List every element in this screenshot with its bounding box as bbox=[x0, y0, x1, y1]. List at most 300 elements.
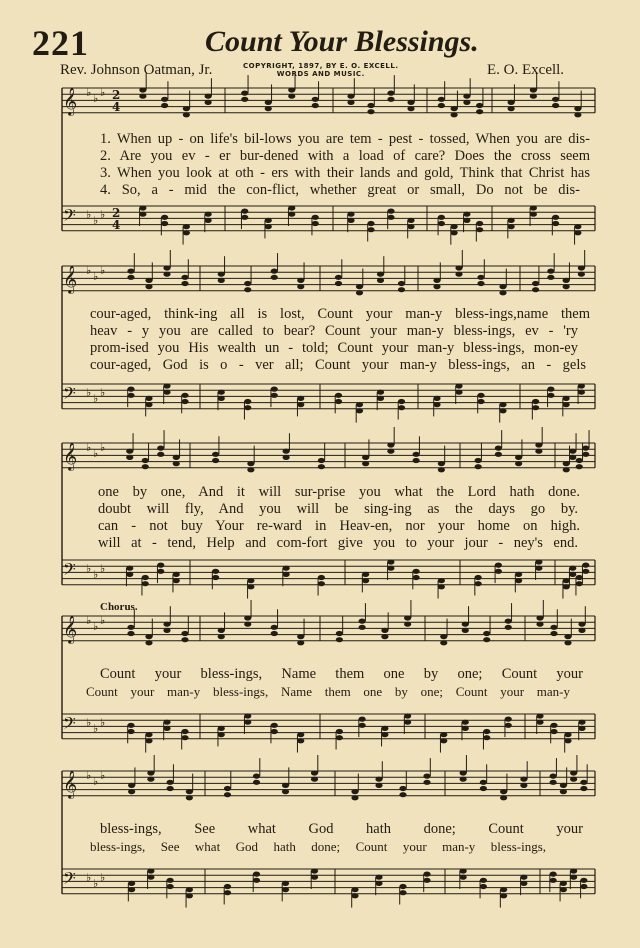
flat-icon: ♭ bbox=[93, 620, 99, 634]
note-head bbox=[218, 272, 225, 277]
note-head bbox=[547, 393, 554, 398]
note-head bbox=[463, 100, 470, 105]
note-head bbox=[356, 284, 363, 289]
note-head bbox=[423, 872, 430, 877]
note-head bbox=[311, 868, 318, 873]
note-head bbox=[181, 393, 188, 398]
time-signature: 4 bbox=[112, 218, 121, 232]
lyric-line: Count your bless-ings, Name them one by one; Count your bbox=[100, 666, 583, 682]
note-head bbox=[535, 449, 542, 454]
note-head bbox=[356, 402, 363, 407]
note-head bbox=[224, 792, 231, 797]
flat-icon: ♭ bbox=[86, 386, 92, 399]
note-head bbox=[515, 578, 522, 583]
note-head bbox=[578, 726, 585, 731]
note-head bbox=[578, 390, 585, 395]
note-head bbox=[550, 631, 557, 636]
note-head bbox=[475, 458, 482, 463]
note-head bbox=[271, 631, 278, 636]
note-head bbox=[520, 783, 527, 788]
note-head bbox=[451, 230, 458, 235]
note-head bbox=[536, 713, 543, 718]
note-head bbox=[161, 97, 168, 102]
note-head bbox=[297, 634, 304, 639]
note-head bbox=[142, 581, 149, 586]
note-head bbox=[564, 738, 571, 743]
note-head bbox=[407, 224, 414, 229]
note-head bbox=[438, 467, 445, 472]
flat-icon: ♭ bbox=[86, 208, 92, 221]
bass-clef-icon: 𝄢 bbox=[63, 559, 76, 583]
note-head bbox=[241, 209, 248, 214]
flat-icon: ♭ bbox=[93, 775, 99, 789]
note-head bbox=[183, 106, 190, 111]
flat-icon: ♭ bbox=[93, 92, 99, 106]
note-head bbox=[381, 628, 388, 633]
time-signature: 2 bbox=[112, 88, 121, 102]
copyright-line: COPYRIGHT, 1897, BY E. O. EXCELL. bbox=[243, 62, 399, 70]
note-head bbox=[381, 732, 388, 737]
note-head bbox=[157, 452, 164, 457]
note-head bbox=[163, 726, 170, 731]
note-head bbox=[377, 278, 384, 283]
note-head bbox=[375, 777, 382, 782]
note-head bbox=[563, 467, 570, 472]
note-head bbox=[550, 729, 557, 734]
note-head bbox=[167, 884, 174, 889]
note-head bbox=[515, 461, 522, 466]
note-head bbox=[413, 575, 420, 580]
note-head bbox=[283, 455, 290, 460]
note-head bbox=[438, 221, 445, 226]
note-head bbox=[147, 770, 154, 775]
note-head bbox=[318, 581, 325, 586]
note-head bbox=[580, 884, 587, 889]
note-head bbox=[347, 100, 354, 105]
note-head bbox=[351, 789, 358, 794]
note-head bbox=[462, 628, 469, 633]
note-head bbox=[186, 789, 193, 794]
note-head bbox=[265, 106, 272, 111]
note-head bbox=[126, 449, 133, 454]
flat-icon: ♭ bbox=[100, 208, 106, 221]
note-head bbox=[244, 405, 251, 410]
note-head bbox=[356, 408, 363, 413]
note-head bbox=[282, 887, 289, 892]
note-head bbox=[181, 735, 188, 740]
author: Rev. Johnson Oatman, Jr. bbox=[60, 62, 213, 78]
note-head bbox=[560, 887, 567, 892]
bass-clef-icon: 𝄢 bbox=[63, 205, 76, 229]
note-head bbox=[218, 726, 225, 731]
note-head bbox=[253, 780, 260, 785]
note-head bbox=[477, 399, 484, 404]
lyric-line: will at - tend, Help and com-fort give you to your jour - ney's end. bbox=[98, 535, 578, 551]
note-head bbox=[244, 281, 251, 286]
note-head bbox=[218, 390, 225, 395]
note-head bbox=[381, 634, 388, 639]
note-head bbox=[244, 713, 251, 718]
note-head bbox=[181, 399, 188, 404]
note-head bbox=[247, 584, 254, 589]
note-head bbox=[283, 566, 290, 571]
lyric-line: cour-aged, God is o - ver all; Count your man-y bless-ings, an - gels bbox=[90, 357, 586, 373]
note-head bbox=[311, 777, 318, 782]
note-head bbox=[460, 770, 467, 775]
note-head bbox=[500, 795, 507, 800]
note-head bbox=[550, 723, 557, 728]
note-head bbox=[359, 619, 366, 624]
note-head bbox=[163, 720, 170, 725]
flat-icon: ♭ bbox=[100, 562, 106, 575]
note-head bbox=[167, 786, 174, 791]
note-head bbox=[480, 878, 487, 883]
flat-icon: ♭ bbox=[86, 562, 92, 575]
note-head bbox=[244, 399, 251, 404]
note-head bbox=[574, 230, 581, 235]
note-head bbox=[145, 284, 152, 289]
note-head bbox=[318, 458, 325, 463]
note-head bbox=[297, 732, 304, 737]
note-head bbox=[271, 393, 278, 398]
note-head bbox=[127, 631, 134, 636]
note-head bbox=[440, 640, 447, 645]
hymn-number: 221 bbox=[32, 23, 89, 63]
note-head bbox=[183, 230, 190, 235]
note-head bbox=[312, 103, 319, 108]
note-head bbox=[241, 97, 248, 102]
note-head bbox=[477, 281, 484, 286]
note-head bbox=[550, 780, 557, 785]
note-head bbox=[335, 393, 342, 398]
note-head bbox=[480, 786, 487, 791]
note-head bbox=[552, 221, 559, 226]
time-signature: 2 bbox=[112, 206, 121, 220]
note-head bbox=[399, 890, 406, 895]
note-head bbox=[367, 227, 374, 232]
note-head bbox=[205, 94, 212, 99]
note-head bbox=[271, 723, 278, 728]
note-head bbox=[563, 402, 570, 407]
note-head bbox=[173, 461, 180, 466]
flat-icon: ♭ bbox=[100, 441, 106, 454]
note-head bbox=[163, 628, 170, 633]
note-head bbox=[367, 221, 374, 226]
note-head bbox=[212, 569, 219, 574]
note-head bbox=[563, 396, 570, 401]
note-head bbox=[483, 729, 490, 734]
note-head bbox=[547, 275, 554, 280]
note-head bbox=[535, 566, 542, 571]
note-head bbox=[318, 464, 325, 469]
note-head bbox=[161, 103, 168, 108]
note-head bbox=[407, 218, 414, 223]
note-head bbox=[495, 569, 502, 574]
note-head bbox=[438, 97, 445, 102]
note-head bbox=[535, 559, 542, 564]
note-head bbox=[508, 218, 515, 223]
note-head bbox=[475, 581, 482, 586]
note-head bbox=[576, 581, 583, 586]
note-head bbox=[282, 881, 289, 886]
lyric-line: prom-ised you His wealth un - told; Count your man-y bless-ings, mon-ey bbox=[90, 340, 578, 356]
lyric-line: doubt will fly, And you will be sing-ing as the days go by. bbox=[98, 501, 578, 517]
note-head bbox=[183, 112, 190, 117]
note-head bbox=[438, 103, 445, 108]
note-head bbox=[128, 887, 135, 892]
note-head bbox=[515, 455, 522, 460]
note-head bbox=[271, 729, 278, 734]
note-head bbox=[505, 723, 512, 728]
note-head bbox=[335, 275, 342, 280]
note-head bbox=[499, 402, 506, 407]
note-head bbox=[183, 224, 190, 229]
note-head bbox=[128, 789, 135, 794]
note-head bbox=[205, 218, 212, 223]
note-head bbox=[127, 723, 134, 728]
note-head bbox=[563, 284, 570, 289]
note-head bbox=[532, 405, 539, 410]
note-head bbox=[351, 893, 358, 898]
treble-clef-icon: 𝄞 bbox=[63, 442, 78, 470]
flat-icon: ♭ bbox=[86, 769, 92, 782]
note-head bbox=[462, 726, 469, 731]
note-head bbox=[563, 584, 570, 589]
note-head bbox=[347, 218, 354, 223]
note-head bbox=[157, 569, 164, 574]
note-head bbox=[399, 884, 406, 889]
note-head bbox=[438, 578, 445, 583]
note-head bbox=[271, 625, 278, 630]
note-head bbox=[404, 713, 411, 718]
note-head bbox=[297, 402, 304, 407]
note-head bbox=[218, 396, 225, 401]
note-head bbox=[560, 789, 567, 794]
bass-clef-icon: 𝄢 bbox=[63, 713, 76, 737]
note-head bbox=[297, 396, 304, 401]
note-head bbox=[381, 726, 388, 731]
note-head bbox=[288, 205, 295, 210]
bass-clef-icon: 𝄢 bbox=[63, 868, 76, 892]
note-head bbox=[247, 461, 254, 466]
note-head bbox=[570, 770, 577, 775]
note-head bbox=[476, 227, 483, 232]
note-head bbox=[440, 634, 447, 639]
flat-icon: ♭ bbox=[93, 568, 99, 582]
note-head bbox=[552, 97, 559, 102]
note-head bbox=[576, 575, 583, 580]
treble-clef-icon: 𝄞 bbox=[63, 265, 78, 293]
note-head bbox=[463, 212, 470, 217]
note-head bbox=[438, 584, 445, 589]
note-head bbox=[173, 455, 180, 460]
note-head bbox=[288, 87, 295, 92]
note-head bbox=[398, 281, 405, 286]
note-head bbox=[536, 720, 543, 725]
note-head bbox=[145, 634, 152, 639]
note-head bbox=[547, 387, 554, 392]
note-head bbox=[462, 622, 469, 627]
note-head bbox=[438, 461, 445, 466]
lyric-line: 4. So, a - mid the con-flict, whether great or small, Do not be dis- bbox=[100, 182, 580, 198]
note-head bbox=[181, 729, 188, 734]
note-head bbox=[574, 224, 581, 229]
note-head bbox=[530, 94, 537, 99]
note-head bbox=[532, 281, 539, 286]
note-head bbox=[126, 572, 133, 577]
note-head bbox=[560, 783, 567, 788]
note-head bbox=[547, 269, 554, 274]
note-head bbox=[297, 278, 304, 283]
note-head bbox=[139, 87, 146, 92]
note-head bbox=[161, 215, 168, 220]
note-head bbox=[398, 287, 405, 292]
note-head bbox=[574, 106, 581, 111]
note-head bbox=[564, 640, 571, 645]
note-head bbox=[530, 87, 537, 92]
note-head bbox=[500, 789, 507, 794]
note-head bbox=[578, 272, 585, 277]
note-head bbox=[224, 884, 231, 889]
note-head bbox=[398, 399, 405, 404]
treble-clef-icon: 𝄞 bbox=[63, 615, 78, 643]
note-head bbox=[265, 100, 272, 105]
note-head bbox=[356, 290, 363, 295]
note-head bbox=[375, 881, 382, 886]
note-head bbox=[212, 452, 219, 457]
flat-icon: ♭ bbox=[93, 447, 99, 461]
note-head bbox=[569, 566, 576, 571]
note-head bbox=[367, 109, 374, 114]
note-head bbox=[580, 878, 587, 883]
note-head bbox=[550, 625, 557, 630]
note-head bbox=[580, 780, 587, 785]
note-head bbox=[387, 566, 394, 571]
note-head bbox=[312, 221, 319, 226]
note-head bbox=[563, 461, 570, 466]
note-head bbox=[173, 572, 180, 577]
note-head bbox=[163, 272, 170, 277]
note-head bbox=[224, 786, 231, 791]
note-head bbox=[477, 393, 484, 398]
note-head bbox=[145, 738, 152, 743]
note-head bbox=[335, 399, 342, 404]
note-head bbox=[244, 287, 251, 292]
lyric-line: 1. When up - on life's bil-lows you are tem - pest - tossed, When you are dis- bbox=[100, 131, 590, 147]
note-head bbox=[499, 408, 506, 413]
note-head bbox=[265, 218, 272, 223]
note-head bbox=[336, 735, 343, 740]
note-head bbox=[387, 91, 394, 96]
note-head bbox=[362, 455, 369, 460]
note-head bbox=[282, 783, 289, 788]
note-head bbox=[128, 881, 135, 886]
lyric-line: bless-ings, See what God hath done; Count your bbox=[100, 821, 583, 837]
lyric-line: 2. Are you ev - er bur-dened with a load of care? Does the cross seem bbox=[100, 148, 590, 164]
note-head bbox=[288, 94, 295, 99]
note-head bbox=[271, 275, 278, 280]
note-head bbox=[181, 281, 188, 286]
flat-icon: ♭ bbox=[100, 769, 106, 782]
note-head bbox=[253, 774, 260, 779]
treble-clef-icon: 𝄞 bbox=[63, 770, 78, 798]
note-head bbox=[247, 578, 254, 583]
note-head bbox=[163, 622, 170, 627]
note-head bbox=[495, 446, 502, 451]
flat-icon: ♭ bbox=[86, 871, 92, 884]
note-head bbox=[433, 284, 440, 289]
note-head bbox=[574, 112, 581, 117]
note-head bbox=[387, 97, 394, 102]
lyric-line: bless-ings, See what God hath done; Count your man-y bless-ings, bbox=[90, 839, 546, 854]
note-head bbox=[508, 106, 515, 111]
note-head bbox=[336, 631, 343, 636]
note-head bbox=[145, 402, 152, 407]
note-head bbox=[312, 215, 319, 220]
note-head bbox=[147, 777, 154, 782]
note-head bbox=[530, 205, 537, 210]
note-head bbox=[569, 572, 576, 577]
note-head bbox=[157, 446, 164, 451]
note-head bbox=[186, 893, 193, 898]
note-head bbox=[218, 732, 225, 737]
note-head bbox=[311, 770, 318, 775]
note-head bbox=[127, 275, 134, 280]
note-head bbox=[404, 720, 411, 725]
note-head bbox=[335, 281, 342, 286]
note-head bbox=[530, 212, 537, 217]
note-head bbox=[582, 446, 589, 451]
note-head bbox=[247, 467, 254, 472]
note-head bbox=[241, 91, 248, 96]
note-head bbox=[582, 452, 589, 457]
note-head bbox=[440, 738, 447, 743]
note-head bbox=[224, 890, 231, 895]
note-head bbox=[167, 780, 174, 785]
note-head bbox=[387, 449, 394, 454]
note-head bbox=[552, 215, 559, 220]
note-head bbox=[377, 272, 384, 277]
note-head bbox=[563, 278, 570, 283]
time-signature: 4 bbox=[112, 100, 121, 114]
note-head bbox=[463, 218, 470, 223]
note-head bbox=[362, 572, 369, 577]
note-head bbox=[297, 640, 304, 645]
lyric-line: 3. When you look at oth - ers with their lands and gold, Think that Christ has bbox=[100, 165, 590, 181]
flat-icon: ♭ bbox=[93, 270, 99, 284]
note-head bbox=[578, 628, 585, 633]
note-head bbox=[455, 390, 462, 395]
note-head bbox=[387, 209, 394, 214]
note-head bbox=[145, 732, 152, 737]
note-head bbox=[500, 887, 507, 892]
note-head bbox=[283, 572, 290, 577]
note-head bbox=[205, 100, 212, 105]
note-head bbox=[126, 566, 133, 571]
note-head bbox=[181, 631, 188, 636]
note-head bbox=[163, 265, 170, 270]
note-head bbox=[139, 205, 146, 210]
note-head bbox=[288, 212, 295, 217]
flat-icon: ♭ bbox=[100, 264, 106, 277]
note-head bbox=[505, 625, 512, 630]
note-head bbox=[218, 634, 225, 639]
note-head bbox=[142, 575, 149, 580]
note-head bbox=[460, 777, 467, 782]
note-head bbox=[576, 464, 583, 469]
note-head bbox=[297, 284, 304, 289]
note-head bbox=[359, 625, 366, 630]
